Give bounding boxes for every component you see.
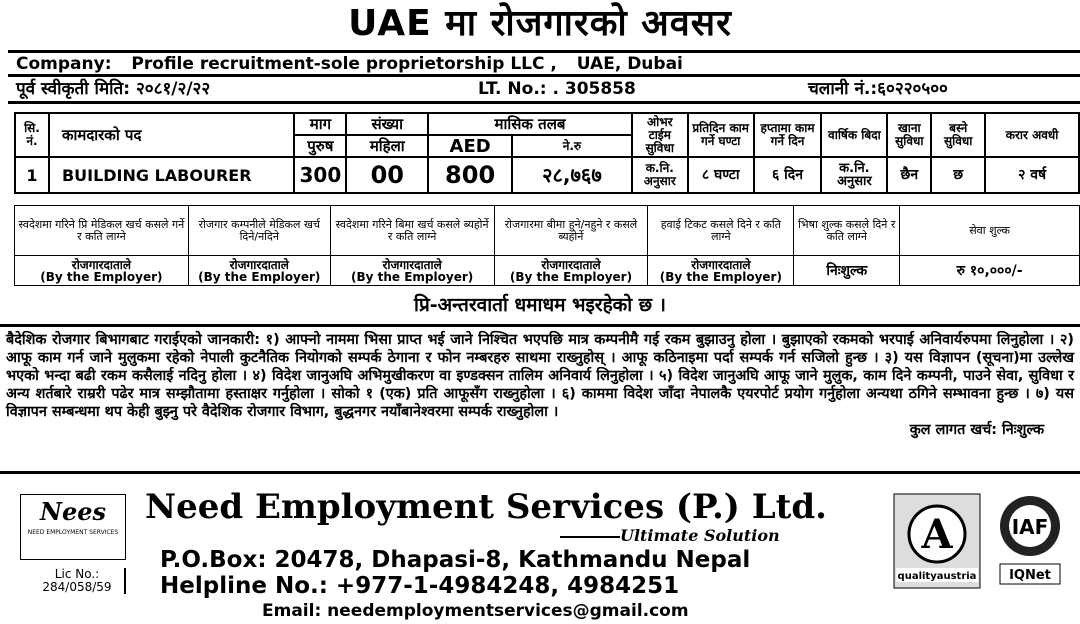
header-contract: करार अवधी bbox=[985, 113, 1079, 157]
row-hours: ८ घण्टा bbox=[688, 157, 754, 193]
row-stay: छ bbox=[931, 157, 985, 193]
header-stay: बस्ने सुविधा bbox=[931, 113, 985, 157]
job-table bbox=[14, 112, 1080, 194]
logo-caption: NEED EMPLOYMENT SERVICES bbox=[27, 529, 119, 536]
header-demand: माग bbox=[294, 113, 346, 135]
header-hours: प्रतिदिन काम गर्ने घण्टा bbox=[688, 113, 754, 157]
cost-cell-service: रु १०,०००/- bbox=[900, 256, 1080, 286]
total-cost: कुल लागत खर्च: निःशुल्क bbox=[909, 422, 1044, 438]
header-overtime: ओभर टाईम सुविधा bbox=[632, 113, 688, 157]
header-leave: वार्षिक बिदा bbox=[821, 113, 887, 157]
cost-cell-insurance-job: रोजगारदाताले (By the Employer) bbox=[494, 256, 648, 286]
cost-header-service: सेवा शुल्क bbox=[900, 206, 1080, 256]
helpline: Helpline No.: +977-1-4984248, 4984251 bbox=[160, 573, 680, 599]
header-salary: मासिक तलब bbox=[428, 113, 632, 135]
row-male: 300 bbox=[294, 157, 346, 193]
tagline-rule bbox=[560, 536, 620, 538]
license-number: 284/058/59 bbox=[42, 580, 112, 594]
logo-mark: Nees bbox=[40, 497, 106, 526]
license-label: Lic No.: bbox=[54, 567, 100, 581]
row-aed: 800 bbox=[428, 157, 512, 193]
chalani-number: चलानी नं.:६०२२०५०० bbox=[808, 79, 948, 99]
tagline: Ultimate Solution bbox=[620, 526, 780, 545]
header-npr: ने.रु bbox=[512, 135, 632, 157]
address: P.O.Box: 20478, Dhapasi-8, Kathmandu Nepal bbox=[160, 547, 751, 573]
row-food: छैन bbox=[887, 157, 931, 193]
approval-line bbox=[8, 77, 1080, 104]
header-sn: सि. नं. bbox=[15, 113, 49, 157]
cost-cell-premedical: रोजगारदाताले (By the Employer) bbox=[15, 256, 189, 286]
table-row bbox=[15, 157, 1079, 193]
row-contract: २ वर्ष bbox=[985, 157, 1079, 193]
company-logo bbox=[20, 494, 126, 560]
row-female: 00 bbox=[346, 157, 428, 193]
interview-notice: प्रि-अन्तरवार्ता धमाधम भइरहेको छ । bbox=[414, 294, 666, 316]
approval-date: पूर्व स्वीकृती मिति: २०८१/२/२२ bbox=[16, 79, 211, 99]
company-location: UAE, Dubai bbox=[576, 54, 683, 74]
row-sn: 1 bbox=[15, 157, 49, 193]
cost-header-insurance-job: रोजगारमा बीमा हुने/नहुने र कसले ब्यहोर्ने bbox=[494, 206, 648, 256]
header-days: हप्तामा काम गर्ने दिन bbox=[754, 113, 822, 157]
cert-iqnet-text: IQNet bbox=[1009, 568, 1051, 583]
row-npr: २८,७६७ bbox=[512, 157, 632, 193]
cost-cell-visa: निःशुल्क bbox=[794, 256, 900, 286]
header-food: खाना सुविधा bbox=[887, 113, 931, 157]
firm-name: Need Employment Services (P.) Ltd. bbox=[145, 487, 827, 527]
header-female: महिला bbox=[346, 135, 428, 157]
cert-quality-text: qualityaustria bbox=[897, 571, 977, 582]
header-aed: AED bbox=[428, 135, 512, 157]
company-name: Profile recruitment-sole proprietorship LLC , bbox=[131, 54, 557, 74]
cert-iaf-text: IAF bbox=[1011, 515, 1049, 539]
cost-header-premedical: स्वदेशमा गरिने प्रि मेडिकल खर्च कसले गर्ने र कति लाग्ने bbox=[15, 206, 189, 256]
row-leave: क.नि. अनुसार bbox=[821, 157, 887, 193]
certification-logos bbox=[892, 492, 1076, 592]
cost-header-medical: रोजगार कम्पनीले मेडिकल खर्च दिने/नदिने bbox=[188, 206, 330, 256]
cost-header-ticket: हवाई टिकट कसले दिने र कति लाग्ने bbox=[648, 206, 794, 256]
row-days: ६ दिन bbox=[754, 157, 822, 193]
row-overtime: क.नि. अनुसार bbox=[632, 157, 688, 193]
license bbox=[30, 568, 126, 594]
info-body: १) आफ्नो नाममा भिसा प्राप्त भई जाने निश्चित भएपछि मात्र कम्पनीमै गई रकम बुझाउनु होला । बुझाएको रकमको भरपाई अनिवार्यरुपमा लिनुहोला । २) आफू काम गर्न जाने मुलुकमा रहेको नेपाली कुटनैतिक नियोगको सम्पर्क ठेगाना र फोन नम्बरहरु साथमा राख्नुहोस् । आफू कठिनाइमा पर्दा सम्पर्क गर्न सजिलो हुन्छ । ३) यस विज्ञापन (सूचना)मा उल्लेख भएको भन्दा बढी रकम कसैलाई नदिनु होला । ४) विदेश जानुअघि अभिमुखीकरण वा इण्डक्सन तालिम अनिवार्य लिनुहोला । ५) विदेश जानुअघि आफू जाने मुलुक, काम दिने कम्पनी, पाउने सेवा, सुविधा र अन्य शर्तबारे राम्ररी पढेर मात्र सम्झौतामा हस्ताक्षर गर्नुहोला । सोको १ (एक) प्रति आफूसँग राख्नुहोला । ६) काममा विदेश जाँदा नेपालकै एयरपोर्ट प्रयोग गर्नुहोला अन्यथा ठगिने सम्भावना हुन्छ । ७) यस विज्ञापन सम्बन्धमा थप केही बुझ्नु परे वैदेशिक रोजगार विभाग, बुद्धनगर नयाँबानेश्वरमा सम्पर्क राख्नुहोला । bbox=[6, 332, 1074, 420]
info-box bbox=[0, 324, 1080, 474]
header-count: संख्या bbox=[346, 113, 428, 135]
lt-number: LT. No.: . 305858 bbox=[478, 79, 636, 99]
cost-cell-medical: रोजगारदाताले (By the Employer) bbox=[188, 256, 330, 286]
row-position: BUILDING LABOURER bbox=[49, 157, 294, 193]
cost-header-insurance-home: स्वदेशमा गरिने बिमा खर्च कसले ब्यहोर्ने र कति लाग्ने bbox=[330, 206, 494, 256]
email: Email: needemploymentservices@gmail.com bbox=[262, 601, 689, 621]
info-heading: बैदेशिक रोजगार बिभागबाट गराईएको जानकारी: bbox=[6, 332, 260, 348]
header-position: कामदारको पद bbox=[49, 113, 294, 157]
cert-a-letter: A bbox=[921, 511, 953, 558]
cost-header-visa: भिषा शुल्क कसले दिने र कति लाग्ने bbox=[794, 206, 900, 256]
cost-cell-insurance-home: रोजगारदाताले (By the Employer) bbox=[330, 256, 494, 286]
company-label: Company: bbox=[16, 54, 112, 74]
page-title: UAE मा रोजगारको अवसर bbox=[348, 3, 732, 44]
cost-table bbox=[14, 205, 1080, 286]
company-line bbox=[8, 50, 1080, 77]
cost-cell-ticket: रोजगारदाताले (By the Employer) bbox=[648, 256, 794, 286]
header-male: पुरुष bbox=[294, 135, 346, 157]
